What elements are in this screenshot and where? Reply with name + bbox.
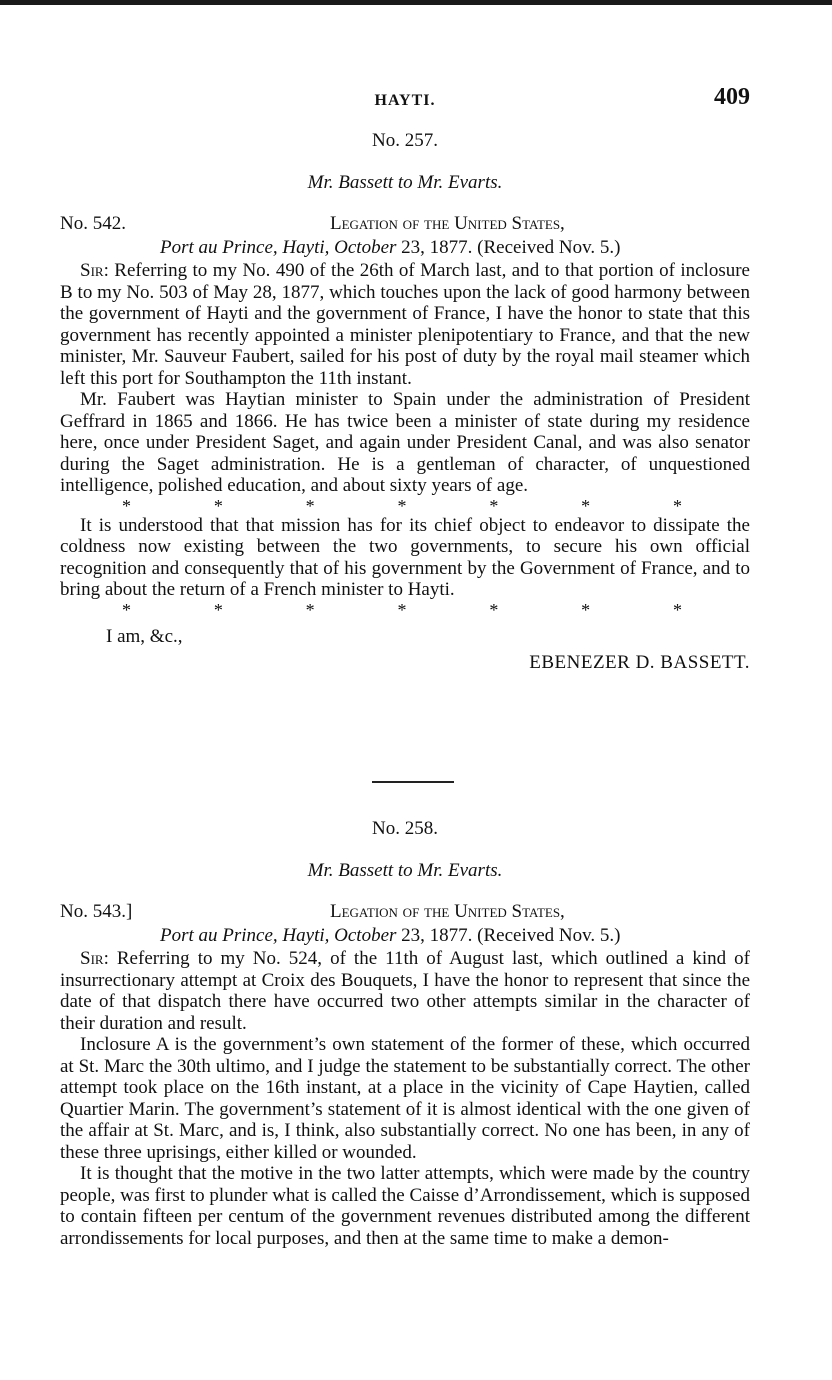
paragraph: Mr. Faubert was Haytian minister to Spain under the administration of President Geffrard in 1865 and 1866. He has twice been a minister of state during my residence here, once under President Saget, and again under President Canal, and was also senator during the Saget administration. He is a gentleman of character, of unquestioned intelligence, polished education, and about sixty years of age. (60, 389, 750, 496)
received-note: (Received Nov. 5.) (477, 237, 621, 258)
dispatch-reference: No. 542. (60, 213, 126, 234)
top-border (0, 0, 832, 5)
legation-heading: Legation of the United States, (330, 901, 565, 922)
reference-line (60, 900, 750, 924)
place: Port au Prince, Hayti, October (160, 237, 397, 258)
paragraph: Sir: Referring to my No. 490 of the 26th of March last, and to that portion of inclosure B to my No. 503 of May 28, 1877, which touches upon the lack of good harmony between the government of Hayti and the government of France, I have the honor to state that this government has recently appointed a minister plenipotentiary to France, and that the new minister, Mr. Sauveur Faubert, sailed for his post of duty by the royal mail steamer which left this port for Southampton the 11th instant. (60, 260, 750, 389)
paragraph: Sir: Referring to my No. 524, of the 11th of August last, which outlined a kind of insurrectionary attempt at Croix des Bouquets, I have the honor to represent that since the date of that dispatch there have occurred two other attempts similar in the character of their duration and result. (60, 948, 750, 1034)
date: 23, 1877. (401, 237, 473, 258)
reference-line (60, 212, 750, 236)
ellipsis-stars: * * * * * * * (122, 495, 682, 516)
received-note: (Received Nov. 5.) (477, 925, 621, 946)
legation-heading: Legation of the United States, (330, 213, 565, 234)
closing: I am, &c., (106, 625, 183, 647)
page-header (60, 84, 750, 116)
running-head: HAYTI. (374, 92, 436, 109)
paragraph: It is understood that that mission has for its chief object to endeavor to dissipate the coldness now existing between the two governments, to secure his own official recognition and consequently that of his government by the Government of France, and to bring about the return of a French minister to Hayti. (60, 514, 750, 600)
section-divider (372, 781, 454, 783)
dispatch-reference: No. 543.] (60, 901, 133, 922)
paragraph: Inclosure A is the government’s own statement of the former of these, which occurred at St. Marc the 30th ultimo, and I judge the statement to be substantially correct. The other attempt took place on the 16th instant, at a place in the vicinity of Cape Haytien, called Quartier Marin. The government’s statement of it is almost identical with the one given of the affair at St. Marc, and is, I think, also substantially correct. No one has been, in any of these three uprisings, either killed or wounded. (60, 1034, 750, 1163)
dispatch-title: Mr. Bassett to Mr. Evarts. (307, 860, 503, 881)
date: 23, 1877. (401, 925, 473, 946)
dispatch-257 (60, 128, 750, 675)
dispatch-number: No. 258. (372, 818, 438, 839)
place: Port au Prince, Hayti, October (160, 925, 397, 946)
dispatch-number: No. 257. (372, 130, 438, 151)
place-date-line (60, 924, 750, 948)
salutation: Sir (80, 260, 104, 281)
ellipsis-stars: * * * * * * * (122, 599, 682, 620)
page-number: 409 (714, 84, 750, 110)
dispatch-title: Mr. Bassett to Mr. Evarts. (307, 172, 503, 193)
signature: EBENEZER D. BASSETT. (529, 651, 750, 673)
place-date-line (60, 236, 750, 260)
paragraph: It is thought that the motive in the two latter attempts, which were made by the country people, was first to plunder what is called the Caisse d’Arrondissement, which is supposed to contain fifteen per centum of the government revenues distributed among the different arrondissements for local purposes, and then at the same time to make a demon- (60, 1163, 750, 1249)
salutation: Sir (80, 948, 104, 969)
dispatch-258 (60, 816, 750, 1249)
